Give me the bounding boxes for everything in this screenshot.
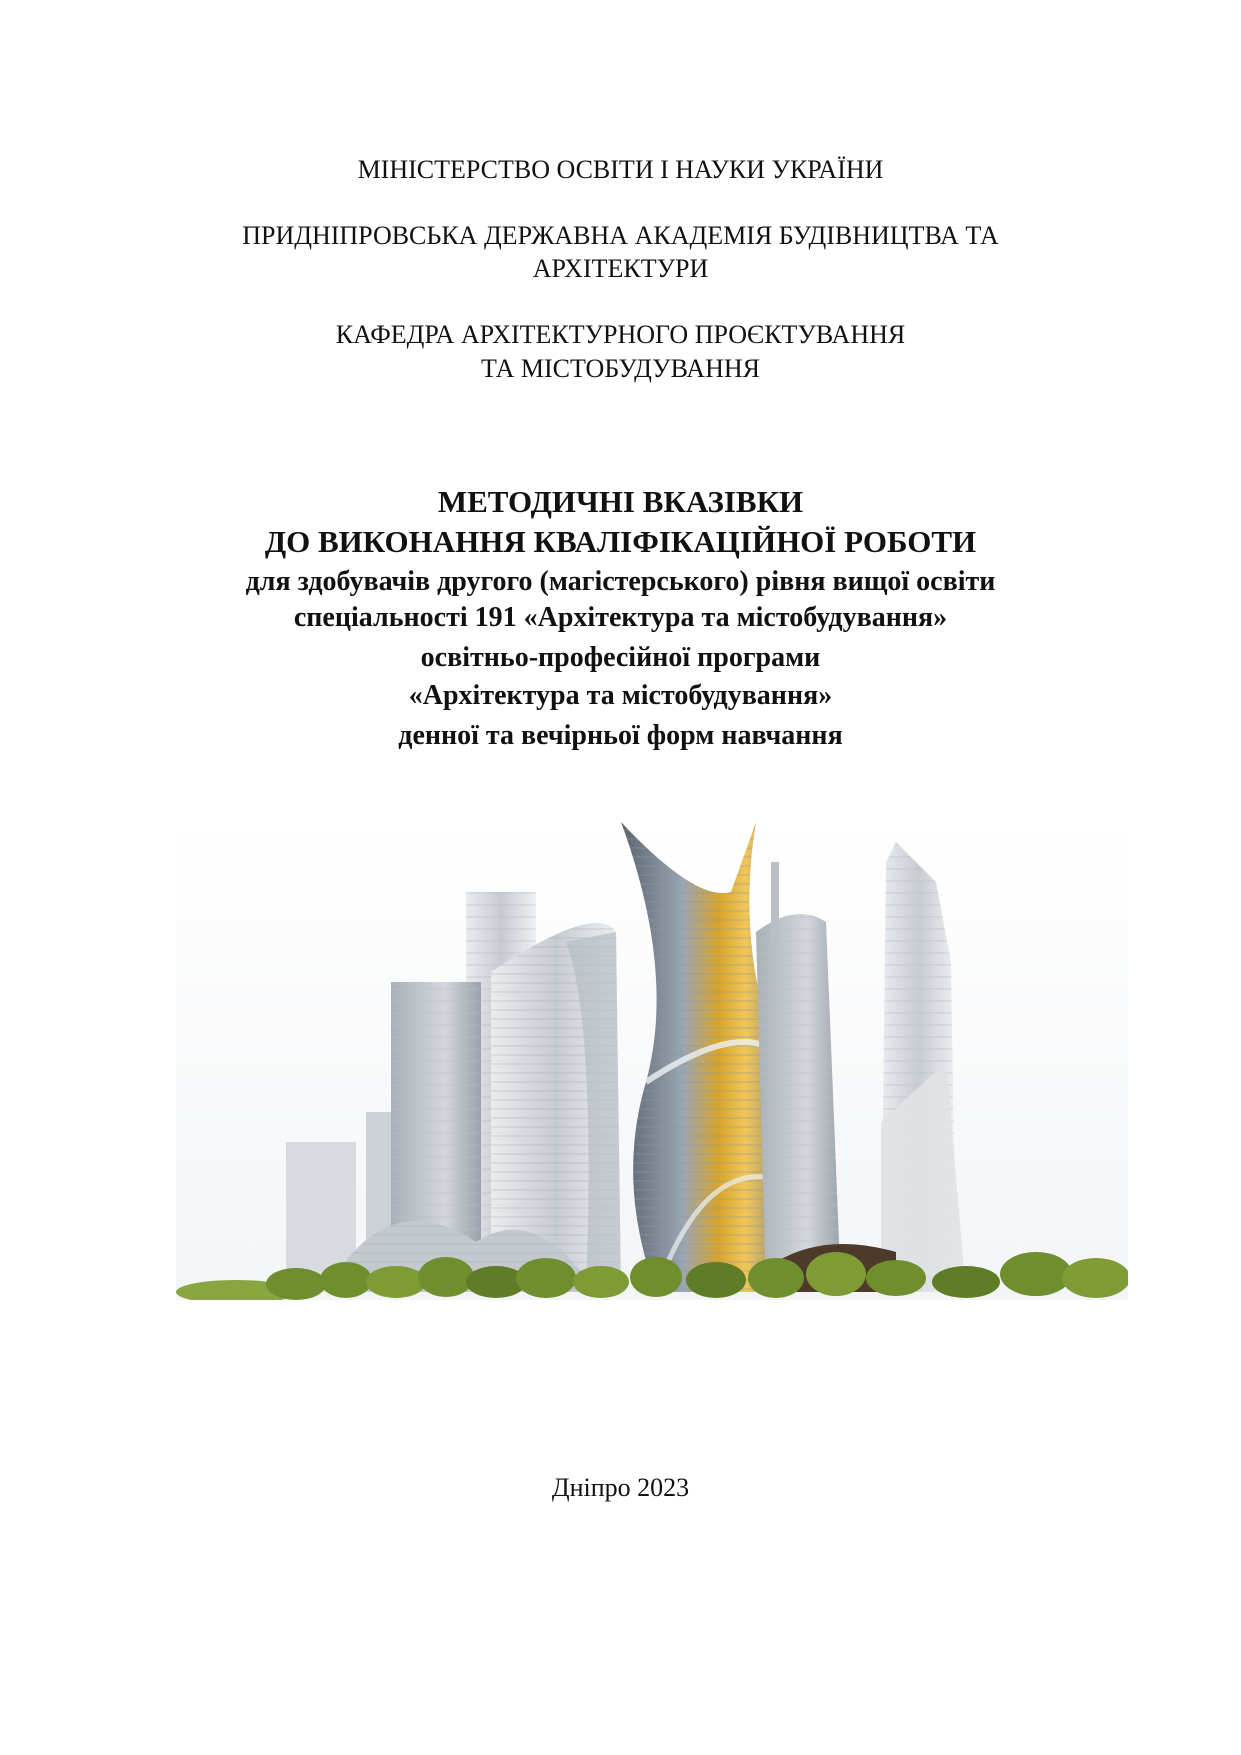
document-title-line2: ДО ВИКОНАННЯ КВАЛІФІКАЦІЙНОЇ РОБОТИ bbox=[264, 524, 977, 559]
document-subtitle-program-name: «Архітектура та містобудування» bbox=[408, 680, 833, 711]
document-subtitle-specialty: спеціальності 191 «Архітектура та містобудування» bbox=[293, 602, 948, 633]
document-subtitle-audience: для здобувачів другого (магістерського) рівня вищої освіти bbox=[245, 566, 996, 597]
document-title-line1: МЕТОДИЧНІ ВКАЗІВКИ bbox=[437, 484, 804, 519]
department-name-line2: ТА МІСТОБУДУВАННЯ bbox=[481, 354, 760, 383]
ministry-name: МІНІСТЕРСТВО ОСВІТИ І НАУКИ УКРАЇНИ bbox=[357, 155, 884, 184]
document-subtitle-study-form: денної та вечірньої форм навчання bbox=[398, 720, 843, 751]
city-and-year: Дніпро 2023 bbox=[551, 1473, 690, 1502]
city-skyline-illustration bbox=[176, 822, 1128, 1312]
academy-name-line2: АРХІТЕКТУРИ bbox=[532, 254, 709, 283]
academy-name-line1: ПРИДНІПРОВСЬКА ДЕРЖАВНА АКАДЕМІЯ БУДІВНИЦТВА ТА bbox=[242, 221, 999, 250]
document-subtitle-program-label: освітньо-професійної програми bbox=[420, 642, 821, 673]
department-name-line1: КАФЕДРА АРХІТЕКТУРНОГО ПРОЄКТУВАННЯ bbox=[335, 320, 906, 349]
